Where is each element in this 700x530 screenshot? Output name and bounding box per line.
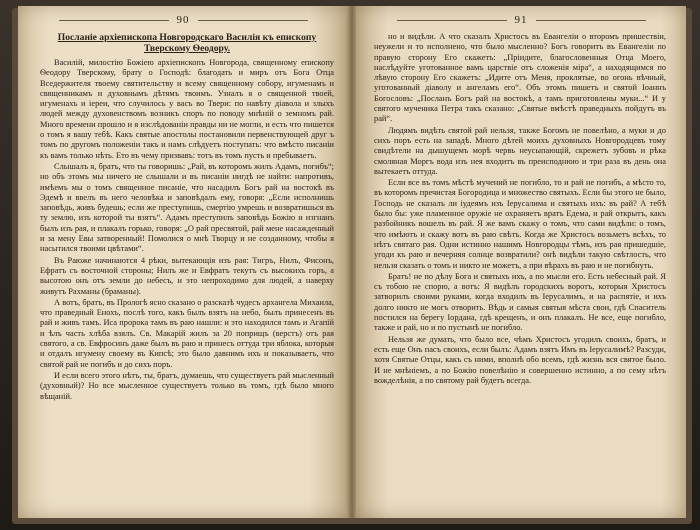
paragraph: А вотъ, братъ, въ Прологѣ ясно сказано о разсказѣ чудесъ архангела Михаила, что праведный Енохъ, послѣ того, какъ былъ взятъ на небо, былъ принесенъ въ рай и живъ тамъ. Иса пророка тамъ въ раю нашли: и это находился тамъ и Агапій и ѣлъ часть хлѣба взялъ. Св. Макарій жилъ за 20 поприщъ (верстъ) отъ рая святого, а св. Евфросинъ даже былъ въ раю и принесъ оттуда три яблока, которыя и отдалъ игумену своему въ Кипсѣ; это было давнимъ ихъ и показываетъ, что святой рай не погибъ и до сихъ поръ. xyxy=(40,297,334,369)
right-page-text xyxy=(374,32,666,504)
left-page xyxy=(18,6,348,518)
left-page-text xyxy=(40,32,334,504)
paragraph: но и видѣли. А что сказалъ Христосъ въ Евангеліи о второмъ пришествіи, неужели и то исполнено, что было мысленно? Богъ говоритъ въ Евангеліи по правую сторону Его скажетъ: „Пріидите, благословенныя Отца Моего, наслѣдуйте уготованное вамъ царствіе отъ сложенія міра“, а находящимся по лѣвую сторону Его скажетъ: „Идите отъ Меня, проклятые, во огонь вѣчный, уготованный діаволу и ангеламъ его“. Объ этомъ пишетъ и святой Іоаннъ Богословъ: „Посланъ Богъ рай на востокѣ, а тамъ приготовлены муки...“ И у святого мученика Петра такъ сказано: „Святые вмѣстѣ праведныхъ пойдутъ въ рай“. xyxy=(374,32,666,124)
paragraph: Если все въ томъ мѣстѣ мучений не погибло, то и рай не погибъ, а мѣсто то, въ которомъ пречистая Богородица и множество святыхъ. Если бы этого не было, Господь не сказалъ ли іудеямъ изъ Іерусалима и святыхъ ихъ: въ рай? А тебѣ было бы: уже пламенное оружіе не охраняетъ вратъ Едема, и рай открытъ, какъ разбойникъ вошелъ въ рай. Я же вамъ скажу о томъ, что сами видѣли: о томъ, что имѣютъ и скажу вотъ въ раю свѣтъ. Когда же Христосъ возьметъ всѣхъ, то нѣтъ святаго рая. Одни истинно нашимъ Новгородцы тѣмъ, изъ рая пришедшіе, угоди къ раю и вечерняя солнце возвратили? онѣ видѣли такую свѣтлость, что нельзя сказать о томъ и никто не можетъ, а при вѣрахъ въ раю и не погибнуть. xyxy=(374,178,666,270)
paragraph: Въ Раюже начинаются 4 рѣки, вытекающія изъ рая: Тигръ, Нилъ, Фисонъ, Ефратъ съ восточной стороны; Нилъ же и Евфратъ текутъ съ высокихъ горъ, а высотою онъ отъ земли до небесъ, и это непроходимо для людей, а наверху живутъ Рахманы (браманы). xyxy=(40,255,334,296)
page-number-left: 90 xyxy=(18,14,348,26)
section-heading: Посланіе архіепископа Новгородскаго Василія къ епископу Тверскому Ѳеодору. xyxy=(57,32,317,54)
paragraph: Слышалъ я, братъ, что ты говоришь: „Рай, въ которомъ жилъ Адамъ, погибъ“; но объ этомъ мы ничего не слышали и въ писаніи нигдѣ не найти: напротивъ, имѣемъ мы о томъ священное писаніе, что насадилъ Богъ рай на востокѣ въ Эдемѣ и ввелъ въ него человѣка и заповѣдалъ ему, говоря: „Если исполнишь заповѣдь, живъ будешь; если же преступишь, смертію умрешь и возвратишься въ ту землю, изъ которой ты взятъ“. Адамъ преступилъ заповѣдь Божію и изгнанъ былъ изъ рая, и плакалъ горько, говоря: „О рай пресвятой, рай мене насажденный и за мену Евы затворенный! Помолися о мнѣ Творцу и не созданному, чтобы я насытился твоими цвѣтами“. xyxy=(40,161,334,254)
paragraph: Василій, милостію Божіею архіепископъ Новгорода, священному епископу Ѳеодору Тверскому, брату о Господѣ: благодать и миръ отъ Бога Отца Вседержителя твоему святительству и всему священному собору, игуменамъ и священникамъ и духовнымъ дѣтямъ твоимъ. Узналъ я о священной твоей, игуменахъ и іереи, что случилось у васъ во Твери: по навѣту діавола и злыхъ людей между духовенствомъ возникъ споръ по поводу мнѣній о земномъ рай. Много времени прошло и я изслѣдованіи правды ни не могли, и есть что пишется о томъ я вашу тебѣ. Какъ святые апостолы постановили первенствующей друг ъ томъ по другомъ положеніи такъ и намъ слѣдуетъ поступать: что вмѣсто писаніи къ вамъ только нѣть. Ето въ чему призвавъ: тотъ въ томъ пусть и пребываетъ. xyxy=(40,58,334,160)
paragraph: Нельзя же думать, что было все, чѣмъ Христосъ угодилъ своихъ, братъ, и есть еще Онъ пасъ своихъ, если былъ: Адамъ взятъ Имъ въ Іерусалимѣ? Разсуди, хотя Святые Отцы, какъ съ ними, вполнѣ обо всемъ, гдѣ жизнь вся святое было. И не мнѣніемъ, а по Божію повелѣнію и совершенно истинно, а по сему нѣтъ вожделѣнія, а по святому рай будетъ всегда. xyxy=(374,334,666,385)
right-page xyxy=(356,6,686,518)
paragraph: И если всего этого нѣтъ, ты, братъ, думаешь, что существуетъ рай мысленный (духовный)? Но все мысленное существуетъ только въ томъ, гдѣ было много вѣщаній. xyxy=(40,370,334,401)
open-book xyxy=(10,2,694,526)
paragraph: Людямъ видѣть святой рай нельзя, также Богомъ не повелѣно, а муки и до сихъ поръ есть на западѣ. Много дѣтей моихъ духовныхъ Новгородцевъ тому свидѣтели на дышущемъ морѣ червь неусыпающій, скрежетъ зубовъ и рѣка смоляная Моргъ вода изъ нея входитъ въ преисподнюю и три раза въ день она вытекаетъ оттуда. xyxy=(374,125,666,176)
page-number-right: 91 xyxy=(356,14,686,26)
paragraph: Братъ! не по дѣлу Бога и святыхъ ихъ, а по мысли его. Есть небесный рай. Я съ тобою не спорю, а вотъ: Я видѣлъ городскихъ воротъ, которыя Христосъ затворилъ своими руками, когда входилъ въ Іерусалимъ, и на распятіе, и ихъ долго никто не могъ отворить. Вѣдь и самыя святыя мѣста свои, гдѣ Спаситель постился на берегу Іордана, гдѣ крещенъ, и онъ плакалъ. Не все, еще погибло, также и рай, но и по пустынѣ не погибло. xyxy=(374,271,666,333)
